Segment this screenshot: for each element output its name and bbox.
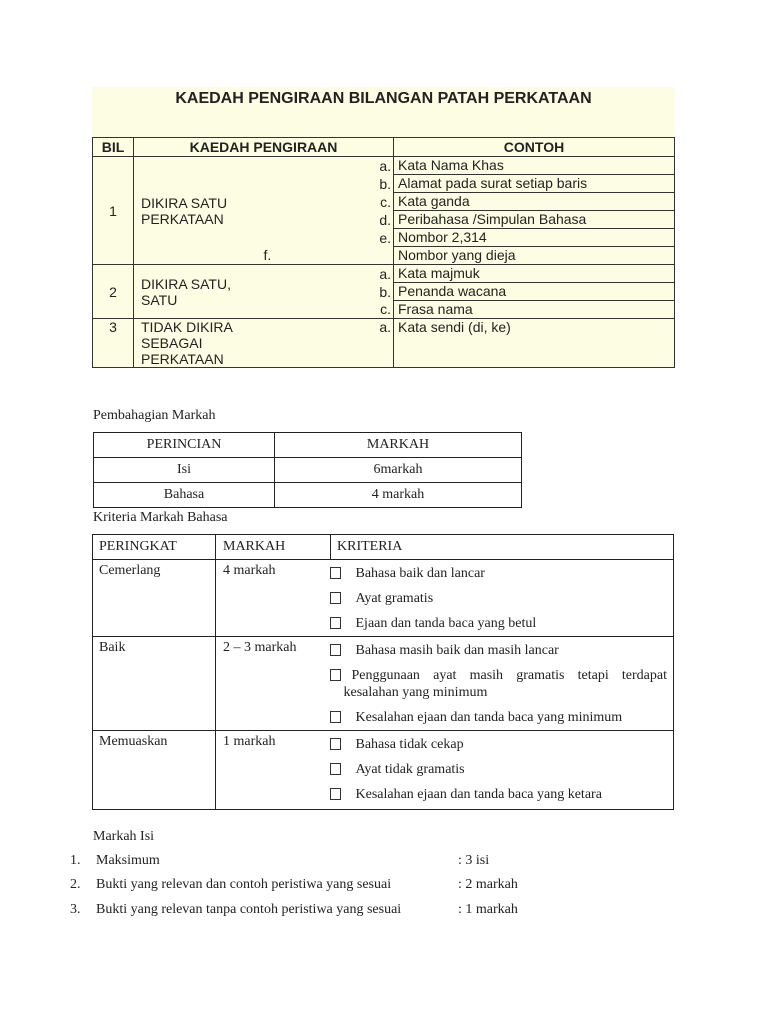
table-row (94, 483, 522, 508)
table-row (93, 265, 675, 283)
criterion-text: Ayat gramatis (355, 591, 434, 606)
example-text: Alamat pada surat setiap baris (394, 175, 675, 193)
markah-isi-num: 1. (70, 853, 81, 868)
example-text: Kata majmuk (394, 265, 675, 283)
bil-cell: 1 (93, 157, 134, 265)
checkbox-icon (330, 763, 341, 775)
criterion-item (344, 761, 674, 778)
kriteria-table (92, 534, 674, 810)
example-text: Nombor 2,314 (394, 229, 675, 247)
checkbox-icon (330, 738, 341, 750)
header-peringkat: PERINGKAT (93, 535, 216, 560)
markah-isi-text: Maksimum (96, 853, 160, 868)
header-kaedah: KAEDAH PENGIRAAN (134, 138, 394, 157)
criterion-text: Ayat tidak gramatis (355, 762, 465, 777)
kaedah-table-header-row (93, 138, 675, 157)
markah-cell: 4 markah (275, 483, 522, 508)
criterion-item (344, 565, 674, 582)
example-letter: a. (264, 319, 394, 368)
header-bil: BIL (93, 138, 134, 157)
checkbox-icon (330, 669, 341, 681)
example-text: Kata ganda (394, 193, 675, 211)
markah-isi-value: : 3 isi (458, 853, 490, 868)
example-letter: d. (379, 211, 391, 228)
criterion-text: Bahasa baik dan lancar (355, 566, 485, 581)
example-text: Kata sendi (di, ke) (394, 319, 675, 368)
checkbox-icon (330, 644, 341, 656)
header-contoh: CONTOH (394, 138, 675, 157)
pembahagian-heading: Pembahagian Markah (93, 408, 216, 423)
criterion-item (344, 642, 674, 659)
criterion-text: Bahasa masih baik dan masih lancar (355, 643, 559, 658)
bil-cell: 2 (93, 265, 134, 319)
peringkat-cell: Cemerlang (93, 560, 216, 637)
checkbox-icon (330, 711, 341, 723)
example-letter: e. (379, 229, 391, 246)
markah-isi-heading: Markah Isi (93, 829, 155, 844)
table-row (93, 731, 674, 810)
markah-isi-num: 3. (70, 902, 81, 917)
markah-isi-num: 2. (70, 877, 81, 892)
perincian-cell: Bahasa (94, 483, 275, 508)
example-text: Kata Nama Khas (394, 157, 675, 175)
criterion-item (344, 786, 674, 803)
criterion-text: Penggunaan ayat masih gramatis tetapi terdapat kesalahan yang minimum (343, 668, 667, 700)
bil-cell: 3 (93, 319, 134, 368)
table-row (93, 157, 675, 175)
kriteria-cell (331, 637, 674, 731)
table-row (94, 433, 522, 458)
example-letter: a. (379, 265, 391, 282)
criterion-item (344, 736, 674, 753)
example-letter: a. (379, 157, 391, 174)
kriteria-cell (331, 731, 674, 810)
kaedah-table-block (92, 87, 675, 368)
table-row (93, 637, 674, 731)
example-text: Frasa nama (394, 301, 675, 319)
example-letter: b. (379, 283, 391, 300)
criterion-text: Ejaan dan tanda baca yang betul (355, 616, 537, 631)
kaedah-cell: DIKIRA SATU PERKATAAN (134, 157, 264, 265)
kaedah-table-title: KAEDAH PENGIRAAN BILANGAN PATAH PERKATAAN (92, 87, 675, 137)
table-row (94, 458, 522, 483)
markah-cell: 1 markah (216, 731, 331, 810)
checkbox-icon (330, 567, 341, 579)
criterion-item (344, 667, 674, 701)
example-letter: f. (264, 247, 394, 265)
markah-isi-text: Bukti yang relevan dan contoh peristiwa yang sesuai (96, 877, 392, 892)
criterion-item (344, 709, 674, 726)
criterion-text: Kesalahan ejaan dan tanda baca yang minimum (355, 710, 623, 725)
criterion-text: Bahasa tidak cekap (355, 737, 464, 752)
kriteria-heading: Kriteria Markah Bahasa (93, 510, 228, 525)
table-row (93, 535, 674, 560)
table-row (93, 319, 675, 368)
markah-cell: 6markah (275, 458, 522, 483)
checkbox-icon (330, 788, 341, 800)
header-kriteria: KRITERIA (331, 535, 674, 560)
pembahagian-table (93, 432, 522, 508)
header-markah: MARKAH (275, 433, 522, 458)
perincian-cell: Isi (94, 458, 275, 483)
markah-isi-value: : 2 markah (458, 877, 518, 892)
example-text: Nombor yang dieja (394, 247, 675, 265)
criterion-item (344, 590, 674, 607)
kaedah-cell: TIDAK DIKIRA SEBAGAI PERKATAAN (134, 319, 264, 368)
checkbox-icon (330, 617, 341, 629)
markah-cell: 2 – 3 markah (216, 637, 331, 731)
kaedah-table (92, 137, 675, 368)
kriteria-cell (331, 560, 674, 637)
criterion-item (344, 615, 674, 632)
peringkat-cell: Memuaskan (93, 731, 216, 810)
markah-isi-text: Bukti yang relevan tanpa contoh peristiwa yang sesuai (96, 902, 402, 917)
example-letter: c. (380, 193, 391, 210)
example-text: Peribahasa /Simpulan Bahasa (394, 211, 675, 229)
markah-cell: 4 markah (216, 560, 331, 637)
example-text: Penanda wacana (394, 283, 675, 301)
header-markah: MARKAH (216, 535, 331, 560)
markah-isi-value: : 1 markah (458, 902, 518, 917)
peringkat-cell: Baik (93, 637, 216, 731)
example-letter: b. (379, 175, 391, 192)
example-letter: c. (264, 301, 394, 319)
table-row (93, 560, 674, 637)
checkbox-icon (330, 592, 341, 604)
kaedah-cell: DIKIRA SATU, SATU (134, 265, 264, 319)
header-perincian: PERINCIAN (94, 433, 275, 458)
criterion-text: Kesalahan ejaan dan tanda baca yang ketara (355, 787, 602, 802)
